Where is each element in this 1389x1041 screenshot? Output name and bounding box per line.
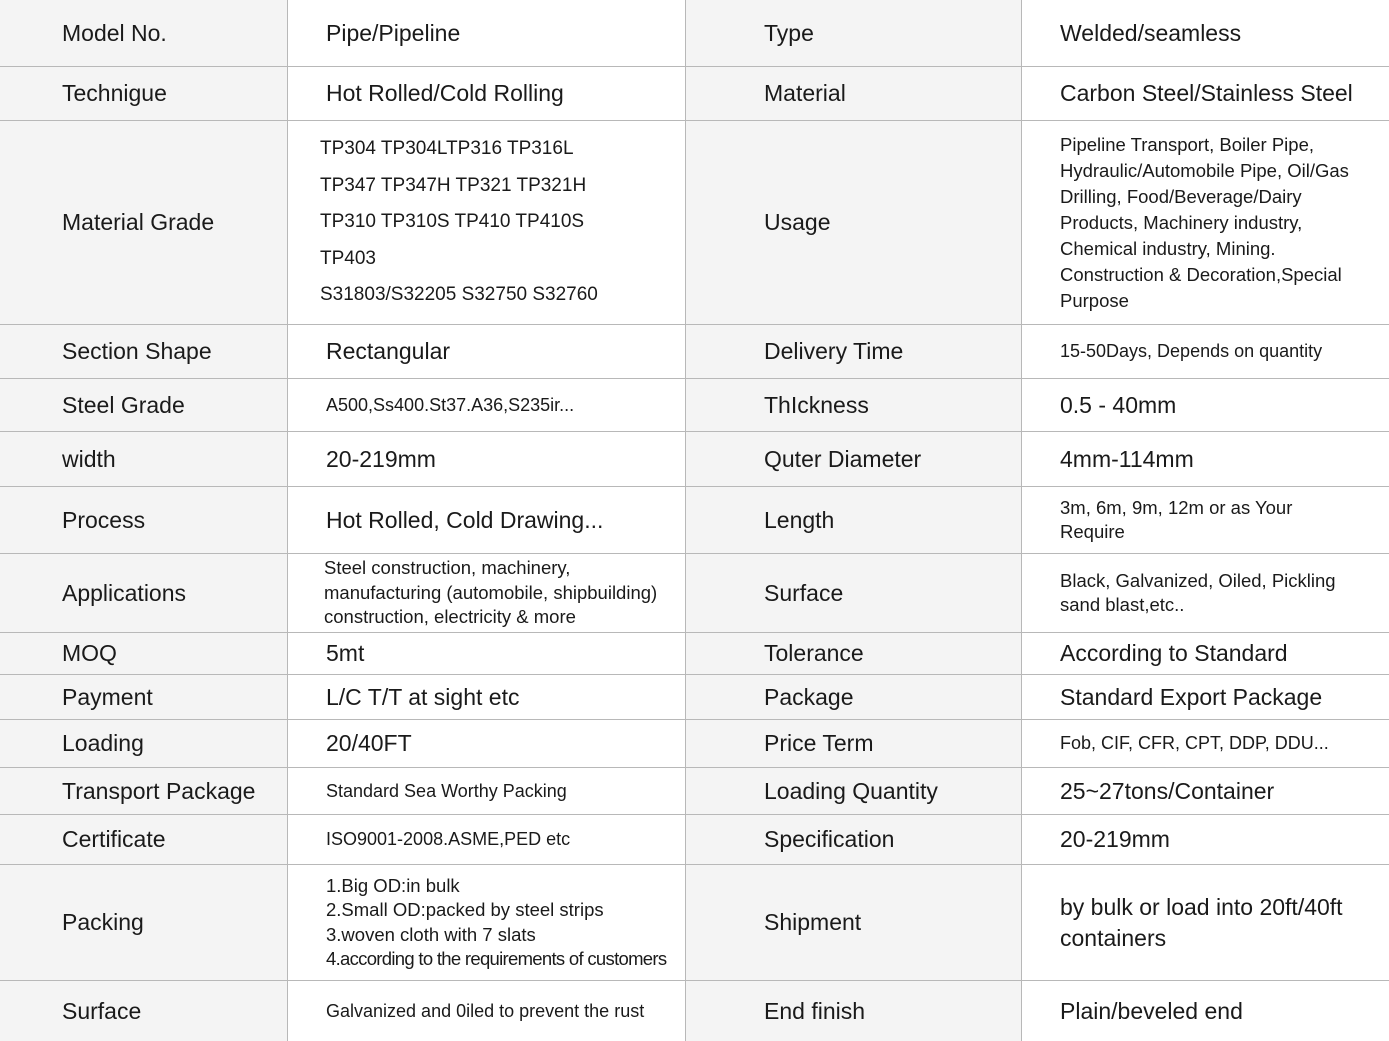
spec-value: Hot Rolled, Cold Drawing... [326, 506, 604, 533]
spec-row-moq [0, 633, 1389, 675]
value-cell [288, 633, 686, 674]
spec-value: 20/40FT [326, 730, 412, 756]
value-cell [1022, 633, 1389, 674]
length-line: 3m, 6m, 9m, 12m or as Your [1060, 496, 1293, 518]
grade-line: S31803/S32205 S32750 S32760 [320, 284, 598, 306]
spec-row-surface-finish [0, 981, 1389, 1041]
value-cell [288, 121, 686, 324]
value-cell [1022, 815, 1389, 864]
usage-line: Pipeline Transport, Boiler Pipe, [1060, 133, 1314, 155]
spec-label: Price Term [764, 730, 874, 756]
spec-value: 15-50Days, Depends on quantity [1060, 341, 1323, 361]
label-cell [0, 121, 288, 324]
value-cell [288, 379, 686, 431]
spec-row-steel-grade [0, 379, 1389, 432]
spec-value: Standard Sea Worthy Packing [326, 780, 567, 801]
packing-line: 4.according to the requirements of customers [326, 948, 667, 969]
value-cell [1022, 121, 1389, 324]
label-cell [686, 487, 1022, 553]
label-cell [686, 865, 1022, 980]
label-cell [0, 379, 288, 431]
label-cell [0, 865, 288, 980]
grade-line: TP347 TP347H TP321 TP321H [320, 174, 587, 196]
spec-label: End finish [764, 997, 866, 1024]
spec-value: 5mt [326, 640, 365, 666]
spec-value: Fob, CIF, CFR, CPT, DDP, DDU... [1060, 733, 1329, 753]
spec-row-applications [0, 554, 1389, 633]
spec-label: Process [62, 506, 146, 533]
value-cell [288, 675, 686, 719]
application-line: Steel construction, machinery, [324, 557, 571, 579]
label-cell [686, 720, 1022, 767]
value-cell [1022, 675, 1389, 719]
label-cell [686, 379, 1022, 431]
value-cell [1022, 720, 1389, 767]
length-lines [1060, 496, 1292, 545]
spec-row-certificate [0, 815, 1389, 865]
value-cell [288, 0, 686, 66]
spec-label: Type [764, 19, 814, 46]
value-cell [288, 487, 686, 553]
spec-label: Technigue [62, 80, 167, 106]
label-cell [686, 0, 1022, 66]
spec-label: Quter Diameter [764, 445, 922, 472]
value-cell [1022, 325, 1389, 378]
spec-label: Steel Grade [62, 391, 185, 418]
usage-line: Drilling, Food/Beverage/Dairy [1060, 185, 1302, 207]
spec-label: Transport Package [62, 777, 256, 804]
label-cell [0, 325, 288, 378]
label-cell [686, 432, 1022, 486]
material-grade-list [320, 131, 598, 314]
label-cell [686, 815, 1022, 864]
spec-label: Package [764, 683, 854, 710]
spec-label: Tolerance [764, 640, 864, 666]
spec-value: Pipe/Pipeline [326, 19, 461, 46]
spec-label: Delivery Time [764, 338, 904, 364]
spec-value: ISO9001-2008.ASME,PED etc [326, 829, 571, 849]
label-cell [0, 633, 288, 674]
grade-line: TP310 TP310S TP410 TP410S [320, 211, 585, 233]
value-cell [1022, 865, 1389, 980]
label-cell [686, 675, 1022, 719]
usage-line: Construction & Decoration,Special [1060, 263, 1342, 285]
label-cell [0, 981, 288, 1041]
usage-line: Products, Machinery industry, [1060, 211, 1303, 233]
spec-value: 20-219mm [326, 445, 436, 472]
spec-label: MOQ [62, 640, 117, 666]
label-cell [0, 815, 288, 864]
label-cell [686, 325, 1022, 378]
spec-label: width [62, 445, 116, 472]
value-cell [288, 768, 686, 814]
applications-list [324, 556, 657, 630]
usage-line: Purpose [1060, 289, 1129, 311]
spec-label: Certificate [62, 826, 166, 852]
label-cell [0, 720, 288, 767]
spec-value: 0.5 - 40mm [1060, 391, 1177, 418]
spec-value: Galvanized and 0iled to prevent the rust [326, 1000, 645, 1021]
spec-label: Material [764, 80, 846, 106]
value-cell [1022, 432, 1389, 486]
spec-value: According to Standard [1060, 640, 1288, 666]
label-cell [686, 554, 1022, 632]
value-cell [1022, 981, 1389, 1041]
value-cell [288, 720, 686, 767]
spec-label: Payment [62, 683, 153, 710]
value-cell [288, 981, 686, 1041]
spec-label: Model No. [62, 19, 167, 46]
spec-label: Surface [764, 579, 844, 606]
spec-row-packing [0, 865, 1389, 981]
spec-label: Applications [62, 579, 187, 606]
label-cell [0, 0, 288, 66]
value-cell [288, 865, 686, 980]
spec-value: L/C T/T at sight etc [326, 683, 520, 710]
spec-row-technique [0, 67, 1389, 121]
label-cell [0, 768, 288, 814]
packing-line: 3.woven cloth with 7 slats [326, 923, 536, 945]
grade-line: TP403 [320, 247, 376, 269]
packing-list [326, 874, 666, 972]
shipment-line: by bulk or load into 20ft/40ft [1060, 893, 1343, 920]
value-cell [288, 432, 686, 486]
surface-line: Black, Galvanized, Oiled, Pickling [1060, 569, 1336, 591]
spec-value: A500,Ss400.St37.A36,S235ir... [326, 394, 575, 415]
spec-label: Shipment [764, 909, 862, 935]
spec-row-loading [0, 720, 1389, 768]
spec-value: Plain/beveled end [1060, 997, 1243, 1024]
spec-label: Length [764, 506, 835, 533]
label-cell [0, 67, 288, 120]
application-line: construction, electricity & more [324, 606, 576, 628]
spec-label: Packing [62, 909, 144, 935]
label-cell [686, 633, 1022, 674]
spec-label: Loading Quantity [764, 777, 938, 804]
spec-value: Standard Export Package [1060, 683, 1323, 710]
spec-row-model-no [0, 0, 1389, 67]
spec-value: Rectangular [326, 338, 451, 364]
spec-row-payment [0, 675, 1389, 720]
spec-value: Hot Rolled/Cold Rolling [326, 80, 564, 106]
value-cell [1022, 0, 1389, 66]
grade-line: TP304 TP304LTP316 TP316L [320, 138, 574, 160]
value-cell [288, 554, 686, 632]
label-cell [0, 554, 288, 632]
usage-line: Chemical industry, Mining. [1060, 237, 1276, 259]
value-cell [1022, 554, 1389, 632]
label-cell [0, 487, 288, 553]
surface-line: sand blast,etc.. [1060, 594, 1185, 615]
label-cell [0, 675, 288, 719]
spec-value: 4mm-114mm [1060, 445, 1194, 472]
shipment-lines [1060, 892, 1343, 954]
spec-label: Surface [62, 997, 142, 1024]
usage-line: Hydraulic/Automobile Pipe, Oil/Gas [1060, 159, 1349, 181]
spec-row-section-shape [0, 325, 1389, 379]
spec-label: Specification [764, 826, 895, 852]
value-cell [1022, 768, 1389, 814]
spec-row-process [0, 487, 1389, 554]
spec-row-transport-package [0, 768, 1389, 815]
spec-value: Carbon Steel/Stainless Steel [1060, 80, 1353, 106]
label-cell [686, 981, 1022, 1041]
value-cell [288, 67, 686, 120]
spec-label: Usage [764, 209, 831, 235]
spec-label: ThIckness [764, 391, 869, 418]
label-cell [686, 768, 1022, 814]
spec-value: 20-219mm [1060, 826, 1170, 852]
label-cell [0, 432, 288, 486]
spec-value: Welded/seamless [1060, 19, 1242, 46]
length-line: Require [1060, 521, 1125, 542]
spec-value: 25~27tons/Container [1060, 777, 1275, 804]
value-cell [288, 325, 686, 378]
value-cell [1022, 487, 1389, 553]
label-cell [686, 67, 1022, 120]
label-cell [686, 121, 1022, 324]
spec-row-material-grade [0, 121, 1389, 325]
packing-line: 2.Small OD:packed by steel strips [326, 899, 604, 920]
value-cell [1022, 67, 1389, 120]
shipment-line: containers [1060, 924, 1167, 951]
value-cell [1022, 379, 1389, 431]
spec-label: Loading [62, 730, 144, 756]
application-line: manufacturing (automobile, shipbuilding) [324, 581, 658, 603]
surface-lines [1060, 569, 1336, 618]
spec-label: Section Shape [62, 338, 212, 364]
usage-list [1060, 132, 1349, 314]
value-cell [288, 815, 686, 864]
spec-row-width [0, 432, 1389, 487]
spec-label: Material Grade [62, 209, 215, 235]
packing-line: 1.Big OD:in bulk [326, 874, 460, 896]
